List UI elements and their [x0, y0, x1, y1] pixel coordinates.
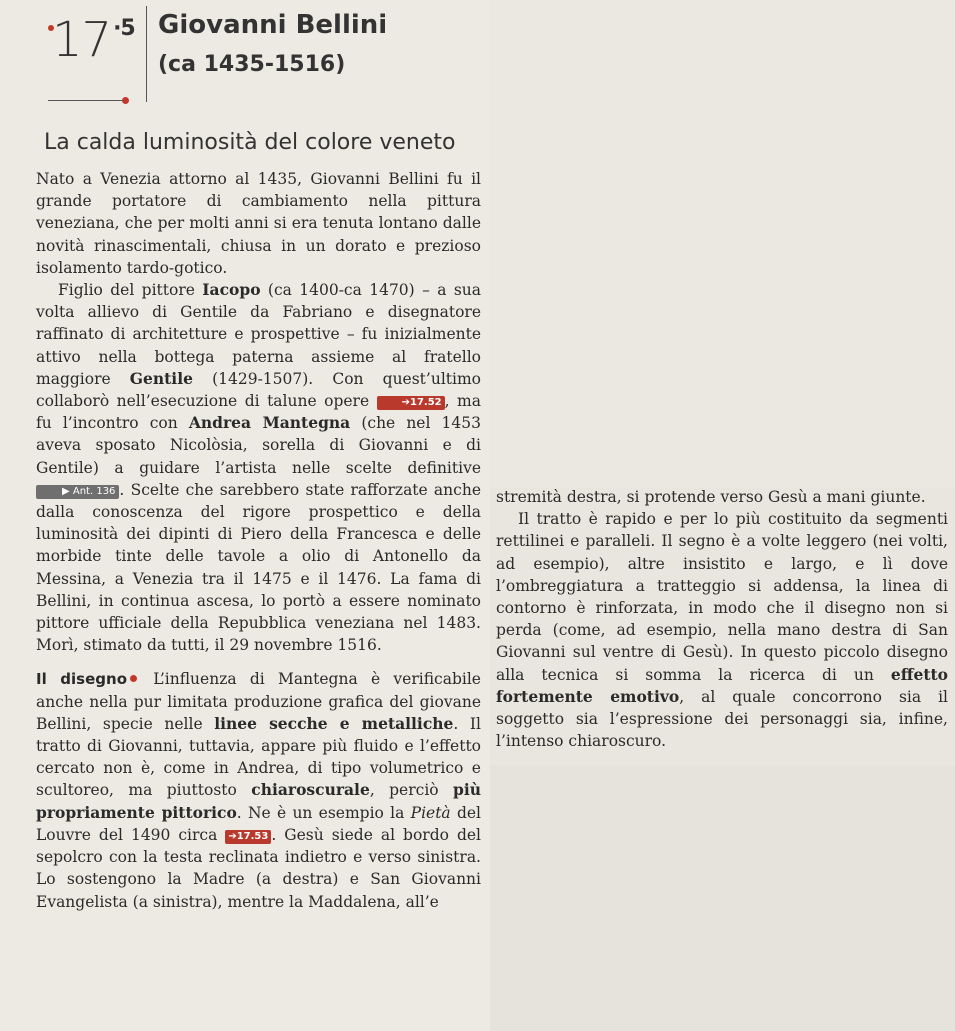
paragraph-drawing [36, 668, 481, 912]
chapter-divider-vertical [146, 6, 147, 102]
right-bottom-blank-area [490, 765, 955, 1031]
page-title: Giovanni Bellini [158, 10, 388, 40]
chapter-divider-horizontal [48, 100, 126, 101]
bold-pittorico: più propriamente pittorico [36, 780, 481, 822]
paragraph-intro: Nato a Venezia attorno al 1435, Giovanni Bellini fu il grande portatore di cambiamento nella pittura veneziana, che per molti anni si era tenuta lontano dalle novità rinascimentali, chiusa in un dorato e prezioso isolamento tardo-gotico. [36, 170, 481, 277]
bold-gentile: Gentile [129, 368, 193, 388]
text-span: . Il tratto di Giovanni, tuttavia, appare più fluido e l’effetto cercato non è, come in Andrea, di tipo volumetrico e scultoreo, ma piuttosto [36, 714, 482, 800]
figure-ref-17-52[interactable]: ➔17.52 [377, 396, 445, 410]
paragraph-continuation: stremità destra, si protende verso Gesù a mani giunte. [496, 488, 926, 506]
right-text-column [496, 486, 948, 752]
paragraph-biography [36, 279, 481, 656]
right-top-blank-area [490, 0, 955, 488]
left-text-column [36, 168, 481, 913]
bold-effetto: effetto fortemente emotivo [496, 664, 948, 706]
chapter-number-main: 17 [52, 12, 112, 68]
figure-ref-17-53[interactable]: ➔17.53 [225, 830, 271, 844]
text-span: . Ne è un esempio la [236, 803, 411, 822]
text-span: del Louvre del 1490 circa [36, 803, 481, 844]
paragraph-tratto [496, 508, 948, 752]
text-span: , perciò [369, 781, 453, 800]
anthology-ref-136[interactable]: ▶ Ant. 136 [36, 485, 119, 499]
text-span: , al quale concorrono sia il soggetto sia l’espressione dei personaggi sia, infine, l’intenso chiaroscuro. [496, 687, 948, 751]
text-span: (che nel 1453 aveva sposato Nicolòsia, sorella di Giovanni e di Gentile) a guidare l’artista nelle scelte definitive [36, 414, 481, 477]
bold-chiaroscurale: chiaroscurale [251, 780, 370, 800]
text-span: Figlio del pittore [58, 281, 203, 300]
text-span: , ma fu l’incontro con [36, 392, 481, 433]
text-span: . Scelte che sarebbero state rafforzate anche dalla conoscenza del rigore prospettico e della luminosità dei dipinti di Piero della Francesca e delle morbide tinte delle tavole a olio di Antonello da Messina, a Venezia tra il 1475 e il 1476. La fama di Bellini, in continua ascesa, lo portò a essere nominato pittore ufficiale della Repubblica veneziana nel 1483. Morì, stimato da tutti, il 29 novembre 1516. [36, 480, 481, 655]
artist-dates: (ca 1435-1516) [158, 52, 346, 77]
italic-pieta: Pietà [410, 803, 451, 822]
bold-linee: linee secche e metalliche [214, 713, 454, 733]
text-span: L’influenza di Mantegna è verificabile anche nella pur limitata produzione grafica del giovane Bellini, specie nelle [36, 670, 481, 733]
bold-mantegna: Andrea Mantegna [188, 413, 351, 433]
section-heading-disegno: Il disegno [36, 670, 127, 689]
chapter-number [52, 12, 135, 68]
chapter-number-sub: ·5 [113, 16, 135, 41]
section-subtitle: La calda luminosità del colore veneto [44, 130, 456, 155]
chapter-divider-dot [122, 97, 129, 104]
text-span: . Gesù siede al bordo del sepolcro con la testa reclinata indietro e verso sinistra. Lo sostengono la Madre (a destra) e San Giovanni Evangelista (a sinistra), mentre la Maddalena, all’e [36, 825, 481, 911]
section-bullet-icon [130, 675, 137, 682]
bold-iacopo: Iacopo [202, 280, 261, 300]
text-span: Il tratto è rapido e per lo più costituito da segmenti rettilinei e paralleli. Il segno è a volte leggero (nei volti, ad esempio), altre insistito e largo, e lì dove l’ombreggiatura a tratteggio si addensa, la linea di contorno è rinforzata, in modo che il disegno non si perda (come, ad esempio, nella mano destra di San Giovanni sul ventre di Gesù). In questo piccolo disegno alla tecnica si somma la ricerca di un [496, 510, 948, 684]
text-span: (1429-1507). Con quest’ultimo collaborò nell’esecuzione di talune opere [36, 369, 481, 411]
text-span: (ca 1400-ca 1470) – a sua volta allievo di Gentile da Fabriano e disegnatore raffinato di architetture e prospettive – fu inizialmente attivo nella bottega paterna assieme al fratello maggiore [36, 281, 481, 388]
